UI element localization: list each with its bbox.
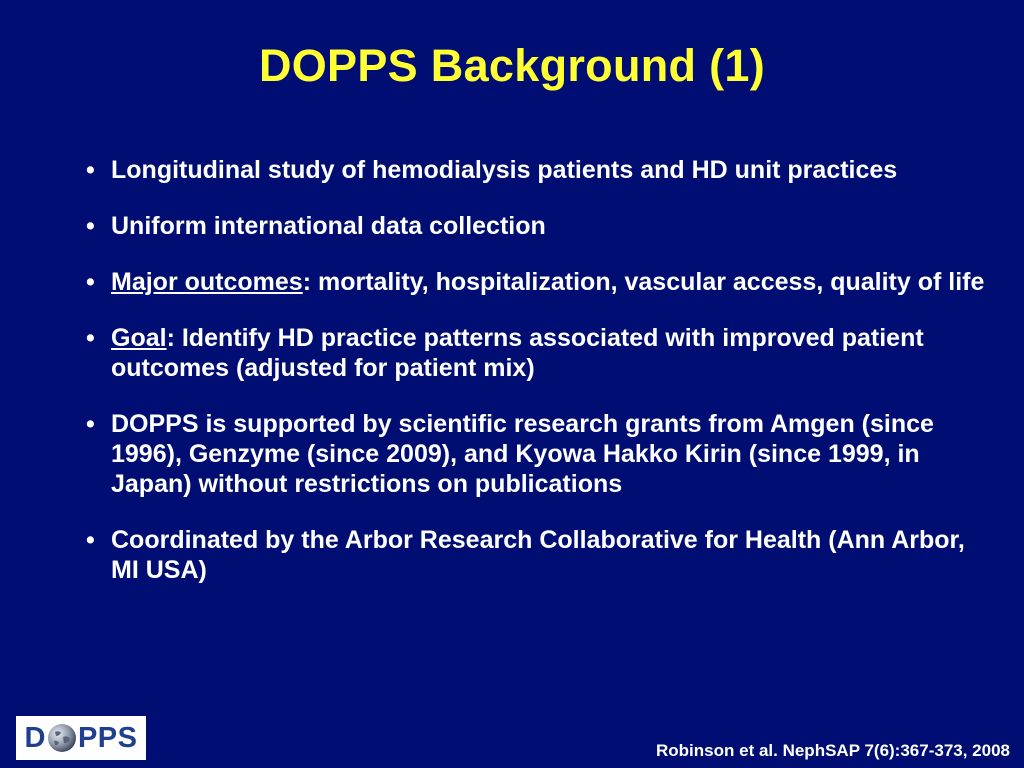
dopps-logo xyxy=(16,716,146,760)
bullet-item-2 xyxy=(86,211,986,241)
bullet-item-1 xyxy=(86,155,986,185)
logo-text-right: PPS xyxy=(77,721,138,754)
bullet-icon: • xyxy=(86,268,95,296)
logo-text-left: D xyxy=(24,721,46,754)
bullet-text: Longitudinal study of hemodialysis patients and HD unit practices xyxy=(111,156,898,184)
bullet-item-4 xyxy=(86,323,986,383)
globe-icon xyxy=(47,723,77,753)
bullet-icon: • xyxy=(86,526,95,554)
bullet-text: DOPPS is supported by scientific research grants from Amgen (since 1996), Genzyme (since 2009), and Kyowa Hakko Kirin (since 1999, in Japan) without restrictions on publications xyxy=(111,410,934,498)
bullet-item-6 xyxy=(86,525,986,585)
bullet-icon: • xyxy=(86,410,95,438)
bullet-keyword: Major outcomes xyxy=(111,268,303,296)
citation: Robinson et al. NephSAP 7(6):367-373, 2008 xyxy=(656,741,1010,760)
bullet-item-5 xyxy=(86,409,986,499)
bullet-icon: • xyxy=(86,212,95,240)
bullet-list xyxy=(86,155,986,611)
bullet-text: Coordinated by the Arbor Research Collaborative for Health (Ann Arbor, MI USA) xyxy=(111,526,965,584)
slide-title: DOPPS Background (1) xyxy=(258,40,766,91)
bullet-text: : mortality, hospitalization, vascular access, quality of life xyxy=(302,268,985,296)
bullet-icon: • xyxy=(86,156,95,184)
bullet-keyword: Goal xyxy=(111,324,167,352)
bullet-item-3 xyxy=(86,267,986,297)
bullet-text: : Identify HD practice patterns associated with improved patient outcomes (adjusted for patient mix) xyxy=(111,324,924,382)
bullet-text: Uniform international data collection xyxy=(111,212,546,240)
bullet-icon: • xyxy=(86,324,95,352)
